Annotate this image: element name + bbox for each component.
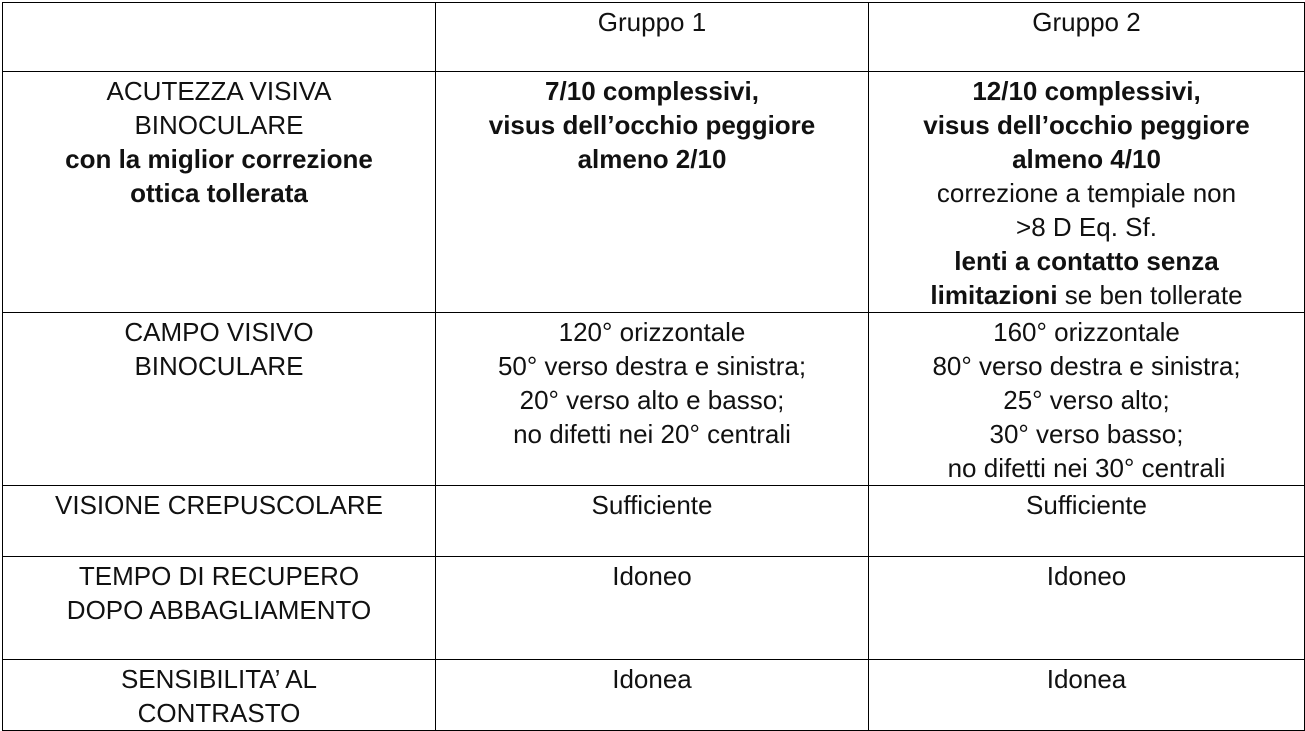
group2-value-line: >8 D Eq. Sf.: [1016, 212, 1157, 242]
group2-value-cell: [869, 660, 1305, 731]
row-label-cell: [3, 313, 436, 486]
row-label-line: BINOCULARE: [134, 351, 304, 381]
table-row-visione-crepuscolare: [3, 486, 1305, 557]
row-label-cell: [3, 660, 436, 731]
group1-value-cell: [436, 72, 869, 313]
row-label-line: DOPO ABBAGLIAMENTO: [66, 595, 372, 625]
group2-value-line: Sufficiente: [1026, 490, 1147, 520]
group2-value-line: correzione a tempiale non: [936, 178, 1237, 208]
header-empty-cell: [3, 3, 436, 72]
row-label-cell: [3, 486, 436, 557]
group1-value-line: 50° verso destra e sinistra;: [497, 351, 807, 381]
group1-value-line: 7/10 complessivi,: [545, 76, 759, 106]
table-row-acutezza-visiva: [3, 72, 1305, 313]
header-group1-label: Gruppo 1: [597, 7, 707, 37]
vision-requirements-table: [2, 2, 1305, 731]
header-row: [3, 3, 1305, 72]
row-label-line: ACUTEZZA VISIVA: [106, 76, 332, 106]
header-group1-cell: [436, 3, 869, 72]
row-label-line: CAMPO VISIVO: [124, 317, 314, 347]
row-label-line: VISIONE CREPUSCOLARE: [55, 490, 383, 520]
group2-value-bold-line: lenti a contatto senza: [954, 246, 1219, 276]
group2-value-mixed-line: [873, 278, 1300, 312]
row-label-line: TEMPO DI RECUPERO: [78, 561, 360, 591]
group2-value-cell: [869, 313, 1305, 486]
row-label-cell: [3, 72, 436, 313]
group2-value-normal-tail: se ben tollerate: [1057, 280, 1243, 310]
table-row-sensibilita-contrasto: [3, 660, 1305, 731]
table-row-campo-visivo: [3, 313, 1305, 486]
group1-value-line: Idoneo: [612, 561, 692, 591]
row-label-line: BINOCULARE: [134, 110, 304, 140]
group1-value-line: Idonea: [612, 664, 692, 694]
row-label-bold-line: con la miglior correzione: [65, 144, 373, 174]
group1-value-line: 20° verso alto e basso;: [519, 385, 785, 415]
group2-value-cell: [869, 486, 1305, 557]
row-label-cell: [3, 557, 436, 660]
group2-value-bold-line: visus dell’occhio peggiore: [923, 110, 1250, 140]
group2-value-bold-line: almeno 4/10: [1012, 144, 1161, 174]
group2-value-cell: [869, 72, 1305, 313]
table-row-tempo-recupero: [3, 557, 1305, 660]
group2-value-line: 25° verso alto;: [1003, 385, 1170, 415]
group1-value-cell: [436, 313, 869, 486]
row-label-bold-line: ottica tollerata: [130, 178, 308, 208]
group1-value-line: almeno 2/10: [577, 144, 727, 174]
group1-value-line: no difetti nei 20° centrali: [513, 419, 791, 449]
group1-value-line: 120° orizzontale: [558, 317, 746, 347]
row-label-line: SENSIBILITA’ AL: [120, 664, 318, 694]
group2-value-line: 30° verso basso;: [989, 419, 1184, 449]
group2-value-line: Idoneo: [1046, 561, 1127, 591]
group1-value-cell: [436, 660, 869, 731]
group1-value-line: visus dell’occhio peggiore: [488, 110, 816, 140]
group1-value-cell: [436, 486, 869, 557]
group2-value-bold-line: 12/10 complessivi,: [972, 76, 1201, 106]
header-group2-cell: [869, 3, 1305, 72]
group2-value-cell: [869, 557, 1305, 660]
header-group2-label: Gruppo 2: [1032, 7, 1141, 37]
row-label-line: CONTRASTO: [137, 698, 301, 728]
group2-value-line: 160° orizzontale: [993, 317, 1180, 347]
group2-value-line: no difetti nei 30° centrali: [947, 453, 1226, 483]
group2-value-line: Idonea: [1046, 664, 1127, 694]
group2-value-bold-word: limitazioni: [930, 280, 1058, 310]
group1-value-cell: [436, 557, 869, 660]
group2-value-line: 80° verso destra e sinistra;: [932, 351, 1241, 381]
group1-value-line: Sufficiente: [591, 490, 713, 520]
